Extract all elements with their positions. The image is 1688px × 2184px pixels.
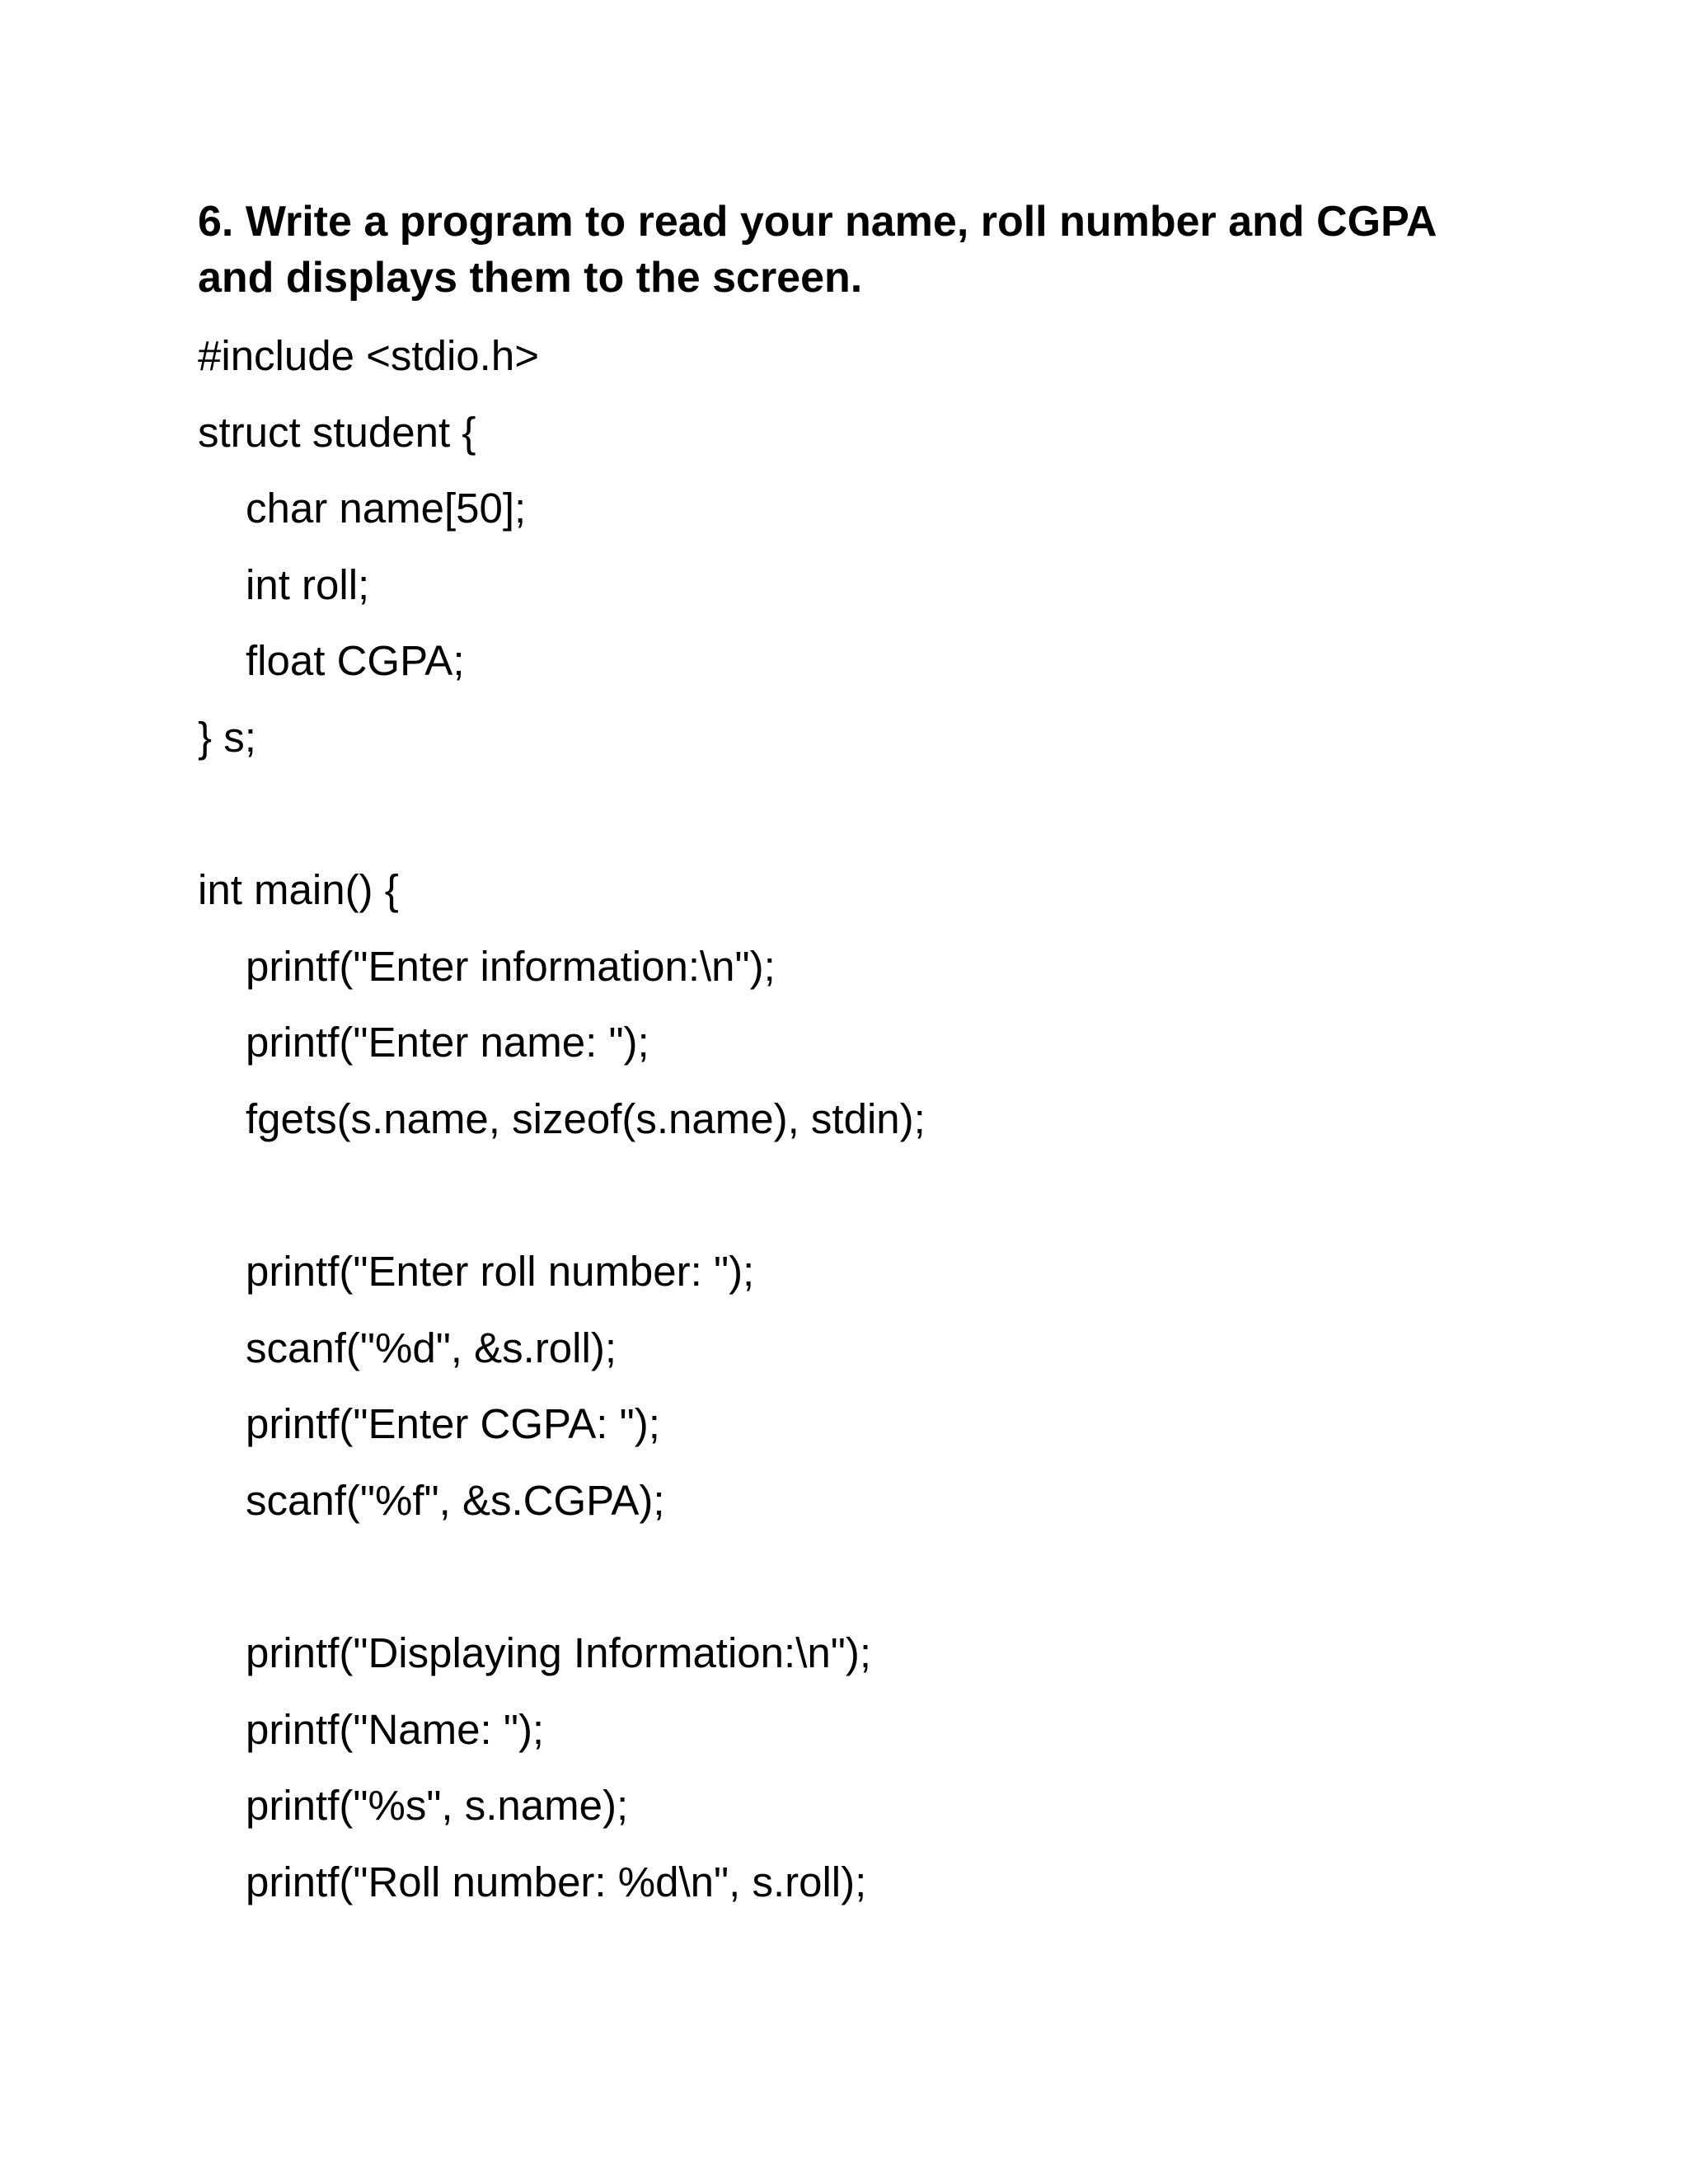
code-line: printf("%s", s.name); bbox=[246, 1782, 629, 1830]
code-line: int main() { bbox=[198, 866, 399, 914]
code-line: printf("Enter CGPA: "); bbox=[246, 1400, 660, 1448]
code-line: scanf("%d", &s.roll); bbox=[246, 1324, 617, 1371]
code-line: struct student { bbox=[198, 408, 476, 456]
code-line: char name[50]; bbox=[246, 485, 527, 532]
code-line: #include <stdio.h> bbox=[198, 332, 539, 379]
question-line-2: and displays them to the screen. bbox=[198, 254, 863, 302]
code-line: printf("Enter name: "); bbox=[246, 1019, 649, 1066]
code-blank-line bbox=[198, 784, 1533, 860]
code-line: } s; bbox=[198, 713, 256, 761]
code-line: printf("Enter information:\n"); bbox=[246, 942, 776, 990]
question-heading bbox=[198, 194, 1533, 306]
code-blank-line bbox=[198, 1165, 1533, 1242]
code-line: printf("Enter roll number: "); bbox=[246, 1248, 755, 1296]
code-line: printf("Roll number: %d\n", s.roll); bbox=[246, 1858, 867, 1905]
code-line: printf("Displaying Information:\n"); bbox=[246, 1629, 871, 1677]
code-line: printf("Name: "); bbox=[246, 1705, 545, 1753]
code-blank-line bbox=[198, 1547, 1533, 1624]
question-line-1: 6. Write a program to read your name, roll number and CGPA bbox=[198, 198, 1437, 246]
code-line: float CGPA; bbox=[246, 637, 465, 685]
code-line: scanf("%f", &s.CGPA); bbox=[246, 1476, 665, 1524]
code-line: int roll; bbox=[246, 560, 370, 608]
code-listing bbox=[198, 326, 1533, 1928]
code-line: fgets(s.name, sizeof(s.name), stdin); bbox=[246, 1094, 926, 1142]
